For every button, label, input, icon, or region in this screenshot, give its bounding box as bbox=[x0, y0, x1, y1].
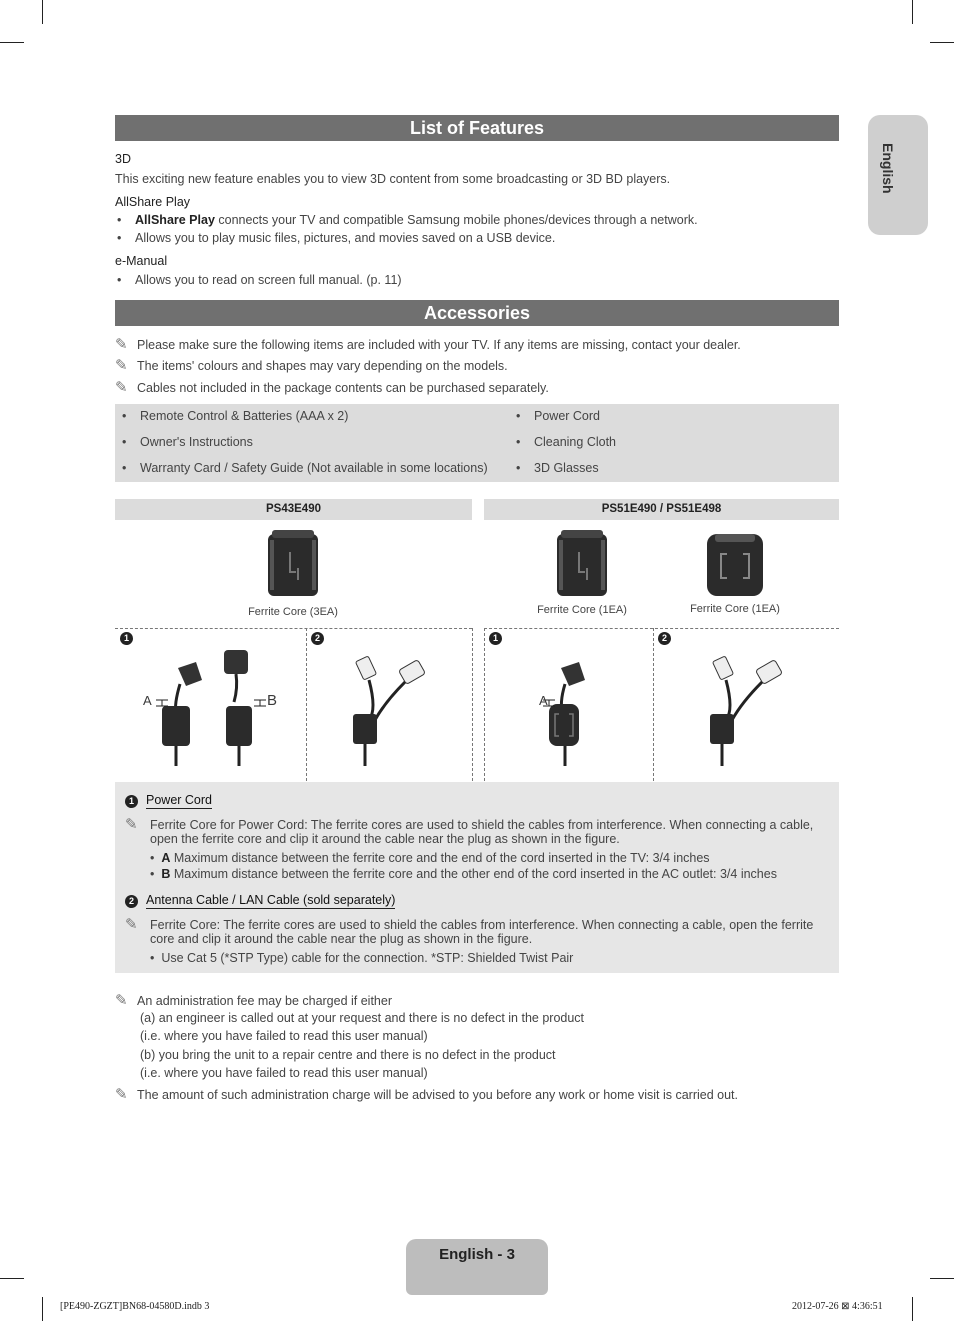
accessory-item: • Power Cord bbox=[516, 409, 600, 423]
divider bbox=[484, 628, 485, 781]
feature-emanual-bullet: • Allows you to read on screen full manual. (p. 11) bbox=[117, 273, 402, 287]
power-cord-illustration bbox=[535, 648, 615, 768]
accessory-item: • Warranty Card / Safety Guide (Not available in some locations) bbox=[122, 461, 488, 475]
print-slug-right: 2012-07-26 ⊠ 4:36:51 bbox=[792, 1301, 883, 1312]
ferrite-core-cylinder-image bbox=[555, 530, 609, 600]
feature-allshare-title: AllShare Play bbox=[115, 195, 191, 209]
allshare-bullet-2-text: Allows you to play music files, pictures, and movies saved on a USB device. bbox=[135, 231, 556, 245]
antenna-cable-illustration bbox=[702, 656, 792, 768]
label-a: A bbox=[143, 693, 152, 708]
model-header-left: PS43E490 bbox=[115, 499, 472, 520]
accessories-note-3-text: Cables not included in the package contents can be purchased separately. bbox=[137, 381, 549, 395]
admin-note-2 bbox=[115, 1085, 738, 1103]
ferrite-caption-left: Ferrite Core (3EA) bbox=[248, 606, 338, 618]
accessory-item: • Remote Control & Batteries (AAA x 2) bbox=[122, 409, 349, 423]
antenna-bullet-text: Use Cat 5 (*STP Type) cable for the connection. *STP: Shielded Twist Pair bbox=[161, 951, 574, 965]
feature-3d-text: This exciting new feature enables you to view 3D content from some broadcasting or 3D BD players. bbox=[115, 172, 671, 186]
accessories-note-2-text: The items' colours and shapes may vary depending on the models. bbox=[137, 359, 508, 373]
crop-mark bbox=[0, 42, 24, 43]
ferrite-core-square-image bbox=[705, 532, 765, 598]
accessories-note-3 bbox=[115, 378, 549, 396]
accessory-item-text: Remote Control & Batteries (AAA x 2) bbox=[140, 409, 349, 423]
antenna-cable-illustration bbox=[345, 656, 435, 768]
antenna-cable-title: Antenna Cable / LAN Cable (sold separately) bbox=[146, 893, 396, 907]
crop-mark bbox=[912, 1297, 913, 1321]
divider bbox=[472, 628, 473, 781]
accessory-item: • Owner's Instructions bbox=[122, 435, 253, 449]
note-pencil-icon: ✎ bbox=[115, 992, 128, 1009]
marker-2: 2 bbox=[311, 632, 324, 645]
power-cord-text: Ferrite Core for Power Cord: The ferrite cores are used to shield the cables from interference. When connecting a cable, open the ferrite core and clip it around the cable near the plug as shown in the figure. bbox=[150, 818, 814, 846]
note-pencil-icon: ✎ bbox=[125, 816, 138, 833]
crop-mark bbox=[930, 42, 954, 43]
language-tab-label: English bbox=[880, 143, 896, 194]
admin-line: (i.e. where you have failed to read this user manual) bbox=[140, 1066, 428, 1080]
power-cord-bullet-a: • A Maximum distance between the ferrite core and the end of the cord inserted in the TV: 3/4 inches bbox=[150, 851, 710, 865]
label-b: B bbox=[267, 692, 278, 709]
marker-2: 2 bbox=[658, 632, 671, 645]
divider bbox=[115, 628, 472, 629]
note-pencil-icon: ✎ bbox=[115, 357, 128, 374]
features-banner: List of Features bbox=[115, 115, 839, 141]
accessories-note-2 bbox=[115, 356, 508, 374]
allshare-rest: connects your TV and compatible Samsung mobile phones/devices through a network. bbox=[214, 213, 698, 227]
emanual-bullet-text: Allows you to read on screen full manual. (p. 11) bbox=[135, 273, 402, 287]
feature-emanual-title: e-Manual bbox=[115, 254, 168, 268]
accessory-item-text: 3D Glasses bbox=[534, 461, 599, 475]
allshare-bold: AllShare Play bbox=[135, 213, 215, 227]
admin-note-1 bbox=[115, 991, 392, 1009]
feature-3d-title: 3D bbox=[115, 152, 131, 166]
power-cord-title: Power Cord bbox=[146, 793, 212, 807]
ferrite-caption-right-2: Ferrite Core (1EA) bbox=[690, 603, 780, 615]
accessory-item-text: Owner's Instructions bbox=[140, 435, 253, 449]
feature-allshare-bullet-1: • AllShare Play connects your TV and compatible Samsung mobile phones/devices through a network. bbox=[117, 213, 698, 227]
accessories-banner: Accessories bbox=[115, 300, 839, 326]
print-slug-left: [PE490-ZGZT]BN68-04580D.indb 3 bbox=[60, 1301, 210, 1312]
note-pencil-icon: ✎ bbox=[125, 916, 138, 933]
power-a-bold: A bbox=[161, 851, 171, 865]
ferrite-core-cylinder-image bbox=[266, 530, 320, 600]
accessory-item: • Cleaning Cloth bbox=[516, 435, 616, 449]
divider bbox=[653, 628, 654, 781]
power-b-bold: B bbox=[161, 867, 171, 881]
marker-1: 1 bbox=[489, 632, 502, 645]
crop-mark bbox=[912, 0, 913, 24]
crop-mark bbox=[930, 1278, 954, 1279]
admin-line: (i.e. where you have failed to read this user manual) bbox=[140, 1029, 428, 1043]
model-header-right: PS51E490 / PS51E498 bbox=[484, 499, 839, 520]
accessory-item-text: Warranty Card / Safety Guide (Not available in some locations) bbox=[140, 461, 488, 475]
crop-mark bbox=[42, 1297, 43, 1321]
admin-line: (a) an engineer is called out at your request and there is no defect in the product bbox=[140, 1011, 585, 1025]
divider bbox=[306, 628, 307, 781]
antenna-cable-text: Ferrite Core: The ferrite cores are used to shield the cables from interference. When connecting a cable, open the ferrite core and clip it around the cable near the plug as shown in the figure. bbox=[150, 918, 814, 946]
feature-allshare-bullet-2: • Allows you to play music files, pictures, and movies saved on a USB device. bbox=[117, 231, 556, 245]
crop-mark bbox=[42, 0, 43, 24]
page-number-label: English - 3 bbox=[439, 1246, 515, 1263]
accessory-item-text: Power Cord bbox=[534, 409, 600, 423]
power-cord-illustration bbox=[140, 648, 280, 768]
note-pencil-icon: ✎ bbox=[115, 1086, 128, 1103]
divider bbox=[484, 628, 839, 629]
accessory-item: • 3D Glasses bbox=[516, 461, 599, 475]
power-a-text: Maximum distance between the ferrite core and the end of the cord inserted in the TV: 3/4 inches bbox=[170, 851, 710, 865]
power-b-text: Maximum distance between the ferrite core and the other end of the cord inserted in the AC outlet: 3/4 inches bbox=[170, 867, 777, 881]
power-cord-bullet-b: • B Maximum distance between the ferrite core and the other end of the cord inserted in the AC outlet: 3/4 inches bbox=[150, 867, 777, 881]
language-side-tab bbox=[868, 115, 928, 235]
admin-note-1-text: An administration fee may be charged if either bbox=[137, 994, 392, 1008]
crop-mark bbox=[0, 1278, 24, 1279]
antenna-cable-bullet: • Use Cat 5 (*STP Type) cable for the connection. *STP: Shielded Twist Pair bbox=[150, 951, 574, 965]
label-a: A bbox=[539, 693, 548, 708]
admin-note-2-text: The amount of such administration charge will be advised to you before any work or home visit is carried out. bbox=[137, 1088, 738, 1102]
marker-1: 1 bbox=[120, 632, 133, 645]
marker-2: 2 bbox=[125, 895, 138, 908]
accessories-note-1-text: Please make sure the following items are included with your TV. If any items are missing, contact your dealer. bbox=[137, 338, 741, 352]
ferrite-caption-right-1: Ferrite Core (1EA) bbox=[537, 604, 627, 616]
accessory-item-text: Cleaning Cloth bbox=[534, 435, 616, 449]
note-pencil-icon: ✎ bbox=[115, 336, 128, 353]
accessories-note-1 bbox=[115, 335, 741, 353]
page-number-tab bbox=[406, 1239, 548, 1295]
note-pencil-icon: ✎ bbox=[115, 379, 128, 396]
marker-1: 1 bbox=[125, 795, 138, 808]
admin-line: (b) you bring the unit to a repair centre and there is no defect in the product bbox=[140, 1048, 556, 1062]
